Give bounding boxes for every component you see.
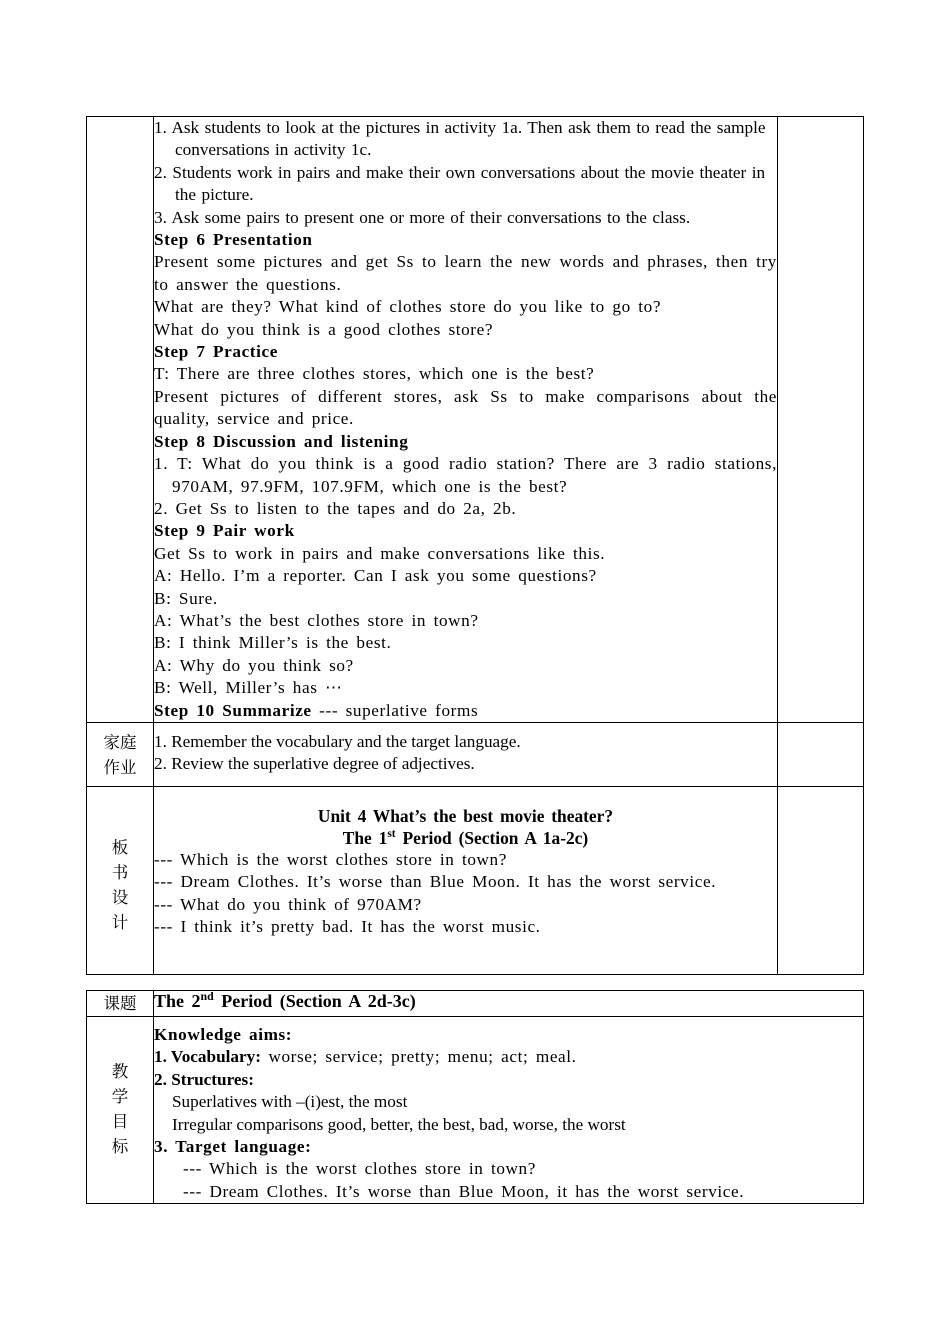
step-8-line-2: 2. Get Ss to listen to the tapes and do 2a, 2b. — [154, 498, 517, 518]
step-6-question-1: What are they? What kind of clothes store do you like to go to? — [154, 297, 662, 317]
topic-value-b: Period (Section A 2d-3c) — [213, 991, 416, 1011]
procedure-body-cell — [154, 117, 778, 723]
dialogue-line-a1: A: Hello. I’m a reporter. Can I ask you some questions? — [154, 566, 597, 586]
lesson-plan-table-two — [86, 990, 864, 1204]
structures-heading: 2. Structures: — [154, 1069, 254, 1089]
dialogue-line-b3: B: Well, Miller’s has ⋯ — [154, 678, 343, 698]
blackboard-label — [87, 835, 153, 935]
dialogue-line-a3: A: Why do you think so? — [154, 655, 354, 675]
step-6-question-2: What do you think is a good clothes store? — [154, 319, 494, 339]
table-row — [87, 1017, 864, 1204]
step-7-line-2: Present pictures of different stores, ask Ss to make comparisons about the quality, service and price. — [154, 386, 777, 429]
blackboard-body-cell — [154, 786, 778, 975]
vocabulary-line — [154, 1046, 863, 1068]
blackboard-title-line-2 — [154, 827, 777, 849]
dialogue-line-b2: B: I think Miller’s is the best. — [154, 633, 392, 653]
homework-label-char-2: 作业 — [103, 757, 137, 777]
step-10-line — [154, 700, 777, 722]
homework-label-cell — [87, 722, 154, 786]
dialogue-line-b1: B: Sure. — [154, 588, 218, 608]
aims-label-char-3: 目 — [111, 1112, 129, 1131]
vocabulary-value: worse; service; pretty; menu; act; meal. — [260, 1047, 577, 1067]
topic-label-cell — [87, 991, 154, 1017]
aims-label-cell — [87, 1017, 154, 1204]
lesson-plan-table-one — [86, 116, 864, 975]
structures-line-2: Irregular comparisons good, better, the best, bad, worse, the worst — [172, 1114, 626, 1134]
blackboard-line-2: --- Dream Clothes. It’s worse than Blue Moon. It has the worst service. — [154, 872, 717, 892]
target-language-line-2: --- Dream Clothes. It’s worse than Blue Moon, it has the worst service. — [183, 1181, 745, 1201]
procedure-line-3: 3. Ask some pairs to present one or more of their conversations to the class. — [154, 207, 691, 227]
blackboard-label-cell — [87, 786, 154, 975]
step-6-body: Present some pictures and get Ss to learn the new words and phrases, then try to answer the questions. — [154, 252, 777, 294]
step-7-heading: Step 7 Practice — [154, 342, 278, 362]
step-9-heading: Step 9 Pair work — [154, 521, 295, 541]
aims-label-char-2: 学 — [111, 1087, 129, 1106]
homework-right-cell — [778, 722, 864, 786]
blackboard-label-char-2: 书 — [111, 862, 129, 882]
blackboard-label-char-3: 设 — [111, 887, 129, 907]
aims-label-char-4: 标 — [111, 1137, 129, 1156]
knowledge-aims-heading: Knowledge aims: — [154, 1025, 293, 1044]
blackboard-line-3: --- What do you think of 970AM? — [154, 894, 422, 914]
ordinal-suffix: st — [387, 827, 396, 840]
procedure-right-cell — [778, 117, 864, 723]
topic-value-a: The 2 — [154, 991, 201, 1011]
blackboard-label-char-4: 计 — [111, 912, 129, 932]
table-row — [87, 786, 864, 975]
blackboard-label-char-1: 板 — [111, 837, 129, 857]
aims-label-char-1: 教 — [111, 1062, 129, 1081]
blackboard-right-cell — [778, 786, 864, 975]
table-row — [87, 117, 864, 723]
homework-label-char-1: 家庭 — [103, 732, 137, 752]
aims-body-cell — [154, 1017, 864, 1204]
aims-label — [87, 1059, 153, 1159]
table-row — [87, 991, 864, 1017]
step-7-line-1: T: There are three clothes stores, which one is the best? — [154, 364, 595, 384]
homework-line-1: 1. Remember the vocabulary and the target language. — [154, 731, 521, 751]
procedure-label-cell — [87, 117, 154, 723]
procedure-line-1: 1. Ask students to look at the pictures in activity 1a. Then ask them to read the sample conversations in activity 1c. — [154, 118, 766, 160]
blackboard-title-line-1: Unit 4 What’s the best movie theater? — [317, 805, 614, 826]
homework-body-cell — [154, 722, 778, 786]
blackboard-line-1: --- Which is the worst clothes store in town? — [154, 849, 507, 869]
vocabulary-label: 1. Vocabulary: — [154, 1047, 261, 1067]
topic-label: 课题 — [103, 994, 137, 1013]
blackboard-title-2a: The 1 — [342, 827, 388, 848]
step-9-intro: Get Ss to work in pairs and make conversations like this. — [154, 543, 606, 563]
step-10-heading: Step 10 Summarize — [154, 700, 312, 720]
step-6-heading: Step 6 Presentation — [154, 230, 313, 250]
step-8-line-1: 1. T: What do you think is a good radio station? There are 3 radio stations, 970AM, 97.9FM, 107.9FM, which one is the best? — [154, 454, 777, 496]
step-8-heading: Step 8 Discussion and listening — [154, 431, 409, 451]
topic-value-cell — [154, 991, 864, 1017]
structures-line-1: Superlatives with –(i)est, the most — [172, 1092, 408, 1112]
blackboard-title-2b: Period (Section A 1a-2c) — [395, 827, 589, 848]
target-language-heading: 3. Target language: — [154, 1137, 312, 1157]
target-language-line-1: --- Which is the worst clothes store in town? — [183, 1159, 536, 1179]
dialogue-line-a2: A: What’s the best clothes store in town? — [154, 610, 479, 630]
procedure-line-2: 2. Students work in pairs and make their own conversations about the movie theater in the picture. — [154, 162, 766, 205]
table-row — [87, 722, 864, 786]
homework-label — [87, 730, 153, 780]
ordinal-suffix: nd — [200, 989, 214, 1003]
blackboard-line-4: --- I think it’s pretty bad. It has the worst music. — [154, 917, 541, 936]
step-10-rest: --- superlative forms — [311, 700, 479, 720]
homework-line-2: 2. Review the superlative degree of adjectives. — [154, 754, 475, 774]
